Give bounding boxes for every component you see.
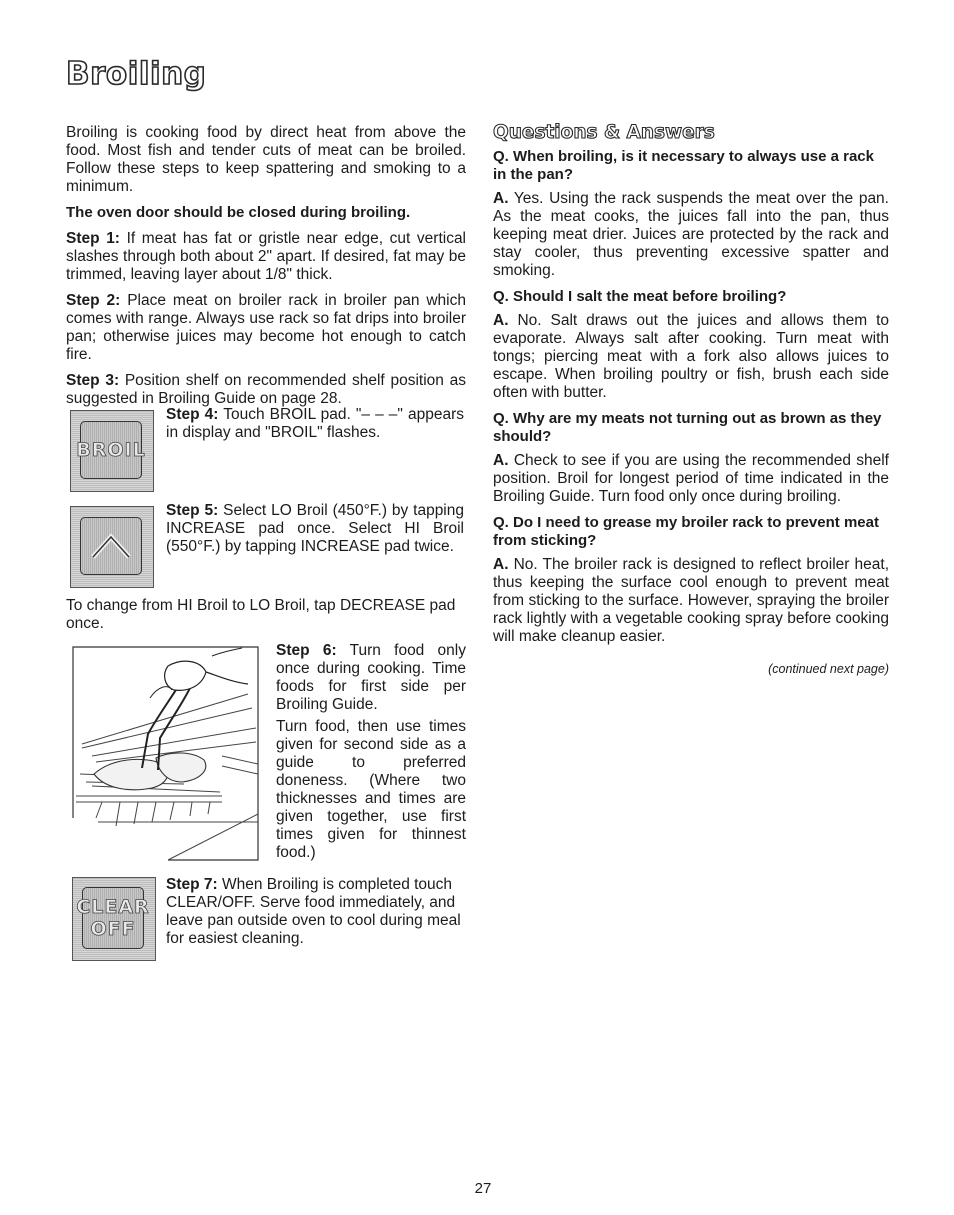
door-notice: The oven door should be closed during broiling. xyxy=(66,204,411,221)
change-note-text: To change from HI Broil to LO Broil, tap DECREASE pad once. xyxy=(66,597,456,632)
step-5-text: Select LO Broil (450°F.) by tapping INCREASE pad once. Select HI Broil (550°F.) by tapping INCREASE pad twice. xyxy=(166,502,464,555)
clear-off-key xyxy=(76,887,150,949)
step-1-text: If meat has fat or gristle near edge, cut vertical slashes through both about 2" apart. If desired, fat may be trimmed, leaving layer about 1/8" thick. xyxy=(66,230,467,283)
step-1 xyxy=(66,230,466,284)
qa-answer-text: Check to see if you are using the recommended shelf position. Broil for longest period of time indicated in the Broiling Guide. Turn food only once during broiling. xyxy=(493,452,889,505)
page-title: Broiling xyxy=(66,56,207,92)
qa-question: Q. Do I need to grease my broiler rack to prevent meat from sticking? xyxy=(493,514,879,549)
broil-key xyxy=(76,421,146,479)
step-6 xyxy=(276,642,466,862)
step-2 xyxy=(66,292,466,364)
qa-answer xyxy=(493,452,889,506)
step-3-text: Position shelf on recommended shelf position as suggested in Broiling Guide on page 28. xyxy=(66,372,466,407)
qa-item xyxy=(493,514,889,646)
qa-question: Q. Should I salt the meat before broiling? xyxy=(493,288,787,305)
step-2-text: Place meat on broiler rack in broiler pan which comes with range. Always use rack so fat drips into broiler pan; otherwise juices may become hot enough to catch fire. xyxy=(66,292,466,363)
qa-answer-text: No. Salt draws out the juices and allows them to evaporate. Always salt after cooking. Turn meat with tongs; piercing meat with a fork also allows juices to escape. When broiling poultry or fish, brush each side often with butter. xyxy=(493,312,889,401)
intro-paragraph: Broiling is cooking food by direct heat from above the food. Most fish and tender cuts of meat can be broiled. Follow these steps to keep spattering and smoking to a minimum. xyxy=(66,124,466,195)
change-note xyxy=(66,597,466,633)
step-3-label: Step 3: xyxy=(66,372,120,389)
qa-answer xyxy=(493,190,889,280)
broiler-pan-illustration xyxy=(72,646,260,862)
increase-key xyxy=(80,517,142,575)
step-4-label: Step 4: xyxy=(166,406,219,423)
qa-answer-text: No. The broiler rack is designed to reflect broiler heat, thus keeping the surface cool enough to prevent meat from sticking to the surface. However, spraying the broiler rack lightly with a vegetable cooking spray before cooking will make cleanup easier. xyxy=(493,556,890,645)
increase-keypad-image xyxy=(70,506,154,588)
broil-key-label: BROIL xyxy=(76,439,146,461)
step-1-label: Step 1: xyxy=(66,230,120,247)
step-4 xyxy=(166,406,464,442)
step-3 xyxy=(66,372,466,408)
qa-question: Q. Why are my meats not turning out as brown as they should? xyxy=(493,410,882,445)
qa-heading: Questions & Answers xyxy=(493,122,715,143)
step-5-label: Step 5: xyxy=(166,502,219,519)
off-key-label: OFF xyxy=(90,918,136,940)
step-6-text-2: Turn food, then use times given for second side as a guide to preferred doneness. (Where two thicknesses and times are given together, use first times given for thinnest food.) xyxy=(276,718,466,861)
step-5 xyxy=(166,502,464,556)
step-7 xyxy=(166,876,466,948)
clear-off-keypad-image xyxy=(72,877,156,961)
step-7-label: Step 7: xyxy=(166,876,218,893)
clear-key-label: CLEAR xyxy=(76,896,150,918)
continued-note: (continued next page) xyxy=(768,662,889,676)
qa-answer-label: A. xyxy=(493,556,509,573)
step-6-text: Turn food only once during cooking. Time foods for first side per Broiling Guide. xyxy=(276,642,466,713)
qa-answer-label: A. xyxy=(493,190,509,207)
broil-keypad-image xyxy=(70,410,154,492)
step-2-label: Step 2: xyxy=(66,292,121,309)
step-7-text: When Broiling is completed touch CLEAR/OFF. Serve food immediately, and leave pan outside oven to cool during meal for easiest cleaning. xyxy=(166,876,461,947)
left-column xyxy=(66,124,466,408)
increase-arrow-icon xyxy=(89,531,133,561)
broiler-tongs-drawing xyxy=(72,646,260,862)
qa-answer-label: A. xyxy=(493,452,509,469)
qa-answer-label: A. xyxy=(493,312,509,329)
qa-item xyxy=(493,288,889,402)
page-number: 27 xyxy=(474,1180,492,1197)
qa-answer xyxy=(493,556,889,646)
qa-answer-text: Yes. Using the rack suspends the meat over the pan. As the meat cooks, the juices fall into the pan, thus keeping meat drier. Juices are protected by the rack and stay cooler, thus preventing excessive spatter and smoking. xyxy=(493,190,889,279)
step-6-label: Step 6: xyxy=(276,642,337,659)
qa-item xyxy=(493,148,889,280)
qa-answer xyxy=(493,312,889,402)
questions-answers-section xyxy=(493,124,889,678)
step-4-text: Touch BROIL pad. "– – –" appears in display and "BROIL" flashes. xyxy=(166,406,465,441)
qa-item xyxy=(493,410,889,506)
qa-question: Q. When broiling, is it necessary to always use a rack in the pan? xyxy=(493,148,874,183)
